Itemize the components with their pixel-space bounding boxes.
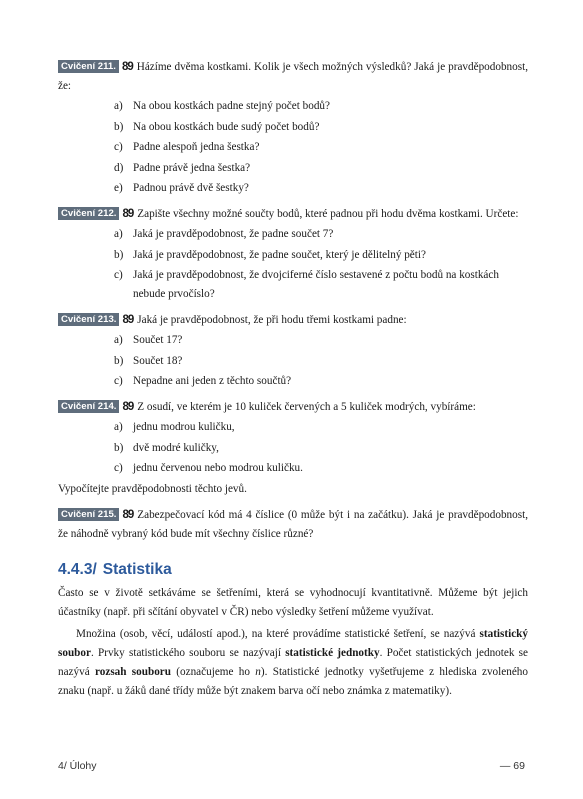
item-text: Jaká je pravděpodobnost, že padne součet, který je dělitelný pěti? xyxy=(133,248,426,261)
item-label: c) xyxy=(114,375,123,387)
exercise-heading xyxy=(58,506,528,544)
item-text: Jaká je pravděpodobnost, že padne součet 7? xyxy=(133,228,334,240)
item-label: d) xyxy=(114,161,124,174)
exercise-number-badge: Cvičení 215. xyxy=(58,508,119,521)
list-item xyxy=(58,372,528,391)
footer-chapter: 4/ Úlohy xyxy=(58,760,97,772)
exercise-number-badge: Cvičení 213. xyxy=(58,313,119,326)
text-run: (označujeme ho xyxy=(170,665,256,678)
term-statisticky-soubor: statistický soubor xyxy=(58,627,528,659)
exercise-number-badge: Cvičení 212. xyxy=(58,207,119,220)
exercise-number-badge: Cvičení 211. xyxy=(58,60,119,73)
exercise-heading xyxy=(58,398,528,417)
exercise-214 xyxy=(58,398,528,499)
exercise-211 xyxy=(58,58,528,198)
exercise-heading xyxy=(58,58,528,96)
list-item xyxy=(58,246,528,265)
item-label: a) xyxy=(114,334,123,346)
text-run: . Počet statistických jednotek se nazývá xyxy=(58,646,528,678)
list-item xyxy=(58,138,528,157)
exercise-heading xyxy=(58,205,528,224)
list-item xyxy=(58,352,528,371)
difficulty-icon: 89 xyxy=(122,401,134,413)
exercise-215 xyxy=(58,506,528,544)
text-run: Množina (osob, věcí, událostí apod.), na které provádíme statistické šetření, se nazývá xyxy=(76,627,480,640)
exercise-number-badge: Cvičení 214. xyxy=(58,400,119,413)
item-label: e) xyxy=(114,182,123,194)
list-item xyxy=(58,118,528,137)
item-text: dvě modré kuličky, xyxy=(133,441,219,454)
item-label: a) xyxy=(114,228,123,240)
text-run: ). Statistické jednotky vyšetřujeme z hlediska zvoleného znaku (např. u žáků dané třídy může být znakem barva očí nebo známka z matematiky). xyxy=(58,665,528,697)
section-title: Statistika xyxy=(102,560,172,578)
item-text: Padnou právě dvě šestky? xyxy=(133,182,249,194)
item-text: Jaká je pravděpodobnost, že dvojciferné číslo sestavené z počtu bodů na kostkách nebude prvočíslo? xyxy=(133,269,499,300)
list-item xyxy=(58,418,528,437)
item-label: b) xyxy=(114,120,124,133)
item-text: Padne právě jedna šestka? xyxy=(133,161,251,174)
item-label: a) xyxy=(114,100,123,112)
text-run: . Prvky statistického souboru se nazývají xyxy=(90,646,286,659)
exercise-text: Zapište všechny možné součty bodů, které padnou při hodu dvěma kostkami. Určete: xyxy=(137,208,519,220)
item-text: Padne alespoň jedna šestka? xyxy=(133,141,260,153)
item-label: c) xyxy=(114,462,123,474)
list-item xyxy=(58,459,528,478)
exercise-213 xyxy=(58,311,528,391)
item-text: Nepadne ani jeden z těchto součtů? xyxy=(133,375,292,387)
exercise-heading xyxy=(58,311,528,330)
exercise-text: Zabezpečovací kód má 4 číslice (0 může být i na začátku). Jaká je pravděpodobnost, že náhodně vybraný kód bude mít všechny číslice různé? xyxy=(58,508,528,540)
exercise-text: Jaká je pravděpodobnost, že při hodu třemi kostkami padne: xyxy=(137,314,407,326)
exercise-item-list xyxy=(58,331,528,391)
list-item xyxy=(58,179,528,198)
difficulty-icon: 89 xyxy=(122,314,134,326)
list-item xyxy=(58,266,528,304)
difficulty-icon: 89 xyxy=(122,508,134,521)
section-heading xyxy=(58,560,528,580)
item-text: jednu modrou kuličku, xyxy=(133,421,235,433)
list-item xyxy=(58,97,528,116)
item-label: c) xyxy=(114,269,123,281)
item-label: a) xyxy=(114,421,123,433)
paragraph-definitions xyxy=(58,625,528,701)
list-item xyxy=(58,331,528,350)
item-text: Součet 17? xyxy=(133,334,183,346)
list-item xyxy=(58,159,528,178)
item-label: b) xyxy=(114,354,124,367)
page-number: — 69 xyxy=(499,760,525,772)
exercise-text: Házíme dvěma kostkami. Kolik je všech možných výsledků? Jaká je pravděpodobnost, že: xyxy=(58,61,528,92)
exercise-followup: Vypočítejte pravděpodobnosti těchto jevů. xyxy=(58,482,247,495)
page-content xyxy=(58,58,528,704)
term-rozsah-souboru: rozsah souboru xyxy=(95,665,171,678)
item-label: c) xyxy=(114,141,123,153)
list-item xyxy=(58,439,528,458)
exercise-212 xyxy=(58,205,528,304)
exercise-item-list xyxy=(58,418,528,478)
list-item xyxy=(58,225,528,244)
exercise-item-list xyxy=(58,97,528,198)
section-number: 4.4.3/ xyxy=(58,560,97,578)
exercise-item-list xyxy=(58,225,528,304)
term-statisticke-jednotky: statistické jednotky xyxy=(285,646,380,659)
exercise-text: Z osudí, ve kterém je 10 kuliček červených a 5 kuliček modrých, vybíráme: xyxy=(137,401,476,413)
item-label: b) xyxy=(114,441,124,454)
item-text: jednu červenou nebo modrou kuličku. xyxy=(133,462,303,474)
item-label: b) xyxy=(114,248,124,261)
item-text: Součet 18? xyxy=(133,354,183,367)
paragraph-intro: Často se v životě setkáváme se šetřeními, která se vyhodnocují kvantitativně. Můžeme být jejich účastníky (např. při sčítání obyvatel v ČR) nebo výsledky šetření můžeme využívat. xyxy=(58,586,528,618)
variable-n: n xyxy=(255,665,261,678)
difficulty-icon: 89 xyxy=(122,208,134,220)
item-text: Na obou kostkách padne stejný počet bodů? xyxy=(133,100,330,112)
difficulty-icon: 89 xyxy=(121,61,133,73)
item-text: Na obou kostkách bude sudý počet bodů? xyxy=(133,120,320,133)
